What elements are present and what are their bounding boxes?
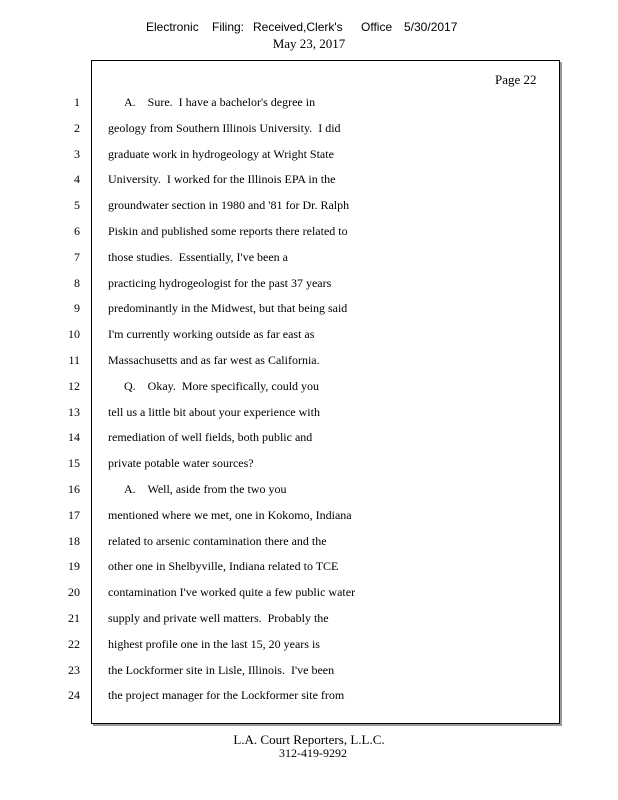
transcript-line (0, 508, 618, 528)
transcript-line (0, 172, 618, 192)
transcript-line (0, 405, 618, 425)
filing-stamp-office: Office (361, 20, 393, 34)
line-text: contamination I've worked quite a few public water (108, 585, 356, 600)
transcript-line (0, 482, 618, 502)
line-number: 9 (74, 301, 80, 316)
line-text: Piskin and published some reports there related to (108, 224, 348, 238)
line-text: University. I worked for the Illinois EPA in the (108, 172, 336, 187)
line-number: 10 (68, 327, 80, 342)
line-text: the project manager for the Lockformer site from (108, 688, 345, 703)
transcript-line (0, 611, 618, 631)
line-number: 21 (68, 611, 80, 625)
line-number: 11 (68, 353, 80, 367)
footer-reporter: L.A. Court Reporters, L.L.C. (233, 732, 385, 747)
line-text: A. Sure. I have a bachelor's degree in (124, 95, 316, 109)
line-number: 4 (74, 172, 80, 187)
line-text: Massachusetts and as far west as California. (108, 353, 320, 367)
line-number: 17 (68, 507, 80, 522)
line-number: 3 (74, 146, 80, 161)
filing-stamp (0, 20, 618, 36)
transcript-line (0, 301, 618, 321)
line-number: 7 (74, 249, 80, 264)
line-number: 24 (68, 688, 80, 703)
line-number: 20 (68, 585, 80, 600)
transcript-line (0, 585, 618, 605)
line-text: geology from Southern Illinois University. I did (108, 120, 341, 135)
line-text: highest profile one in the last 15, 20 years is (108, 636, 320, 651)
line-number: 8 (74, 275, 80, 290)
transcript-date: May 23, 2017 (272, 36, 346, 51)
line-text: private potable water sources? (108, 456, 254, 471)
line-number: 2 (74, 120, 80, 135)
line-number: 16 (68, 482, 80, 496)
transcript-line (0, 250, 618, 270)
line-number: 1 (74, 95, 80, 109)
transcript-line (0, 147, 618, 167)
line-number: 12 (68, 378, 80, 393)
line-number: 5 (74, 198, 80, 213)
filing-stamp-date: 5/30/2017 (404, 20, 458, 34)
line-text: mentioned where we met, one in Kokomo, Indiana (108, 507, 352, 522)
line-number: 13 (68, 404, 80, 419)
line-number: 18 (68, 533, 80, 548)
transcript-line (0, 534, 618, 554)
line-number: 6 (74, 224, 80, 238)
line-text: other one in Shelbyville, Indiana related to TCE (108, 559, 339, 574)
transcript-line (0, 663, 618, 683)
transcript-line (0, 224, 618, 244)
line-text: A. Well, aside from the two you (124, 482, 287, 496)
line-number: 22 (68, 636, 80, 651)
line-text: related to arsenic contamination there and the (108, 533, 327, 548)
line-number: 14 (68, 430, 80, 445)
line-text: groundwater section in 1980 and '81 for Dr. Ralph (108, 198, 350, 213)
filing-stamp-filing: Filing: (212, 20, 245, 34)
transcript-line (0, 198, 618, 218)
transcript-line (0, 430, 618, 450)
line-text: Q. Okay. More specifically, could you (124, 378, 320, 393)
transcript-line (0, 353, 618, 373)
line-number: 15 (68, 456, 80, 471)
line-text: predominantly in the Midwest, but that being said (108, 301, 348, 316)
filing-stamp-electronic: Electronic (146, 20, 199, 34)
line-text: supply and private well matters. Probably the (108, 611, 329, 625)
footer-phone: 312-419-9292 (279, 746, 347, 760)
line-text: those studies. Essentially, I've been a (108, 249, 289, 264)
transcript-line (0, 688, 618, 708)
line-number: 19 (68, 559, 80, 574)
line-text: remediation of well fields, both public and (108, 430, 313, 445)
transcript-line (0, 637, 618, 657)
transcript-line (0, 379, 618, 399)
transcript-line (0, 121, 618, 141)
filing-stamp-received: Received,Clerk's (253, 20, 343, 34)
transcript-line (0, 276, 618, 296)
transcript-line (0, 327, 618, 347)
line-number: 23 (68, 662, 80, 677)
line-text: the Lockformer site in Lisle, Illinois. I've been (108, 662, 335, 677)
page-number: Page 22 (495, 72, 537, 87)
transcript-line (0, 559, 618, 579)
line-text: I'm currently working outside as far east as (108, 327, 315, 342)
line-text: tell us a little bit about your experience with (108, 404, 320, 419)
line-text: practicing hydrogeologist for the past 37 years (108, 275, 332, 290)
transcript-line (0, 95, 618, 115)
transcript-line (0, 456, 618, 476)
line-text: graduate work in hydrogeology at Wright State (108, 146, 334, 161)
